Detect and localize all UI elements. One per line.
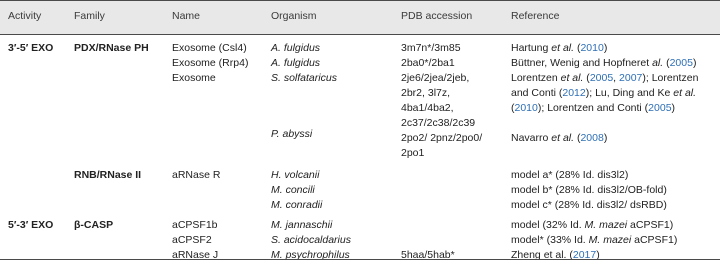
reference-model-b: model b* (28% Id. dis3l2/OB-fold) — [511, 184, 667, 196]
ref-author: Lorentzen — [511, 72, 561, 84]
name-exosome-rrp4: Exosome (Rrp4) — [172, 57, 249, 69]
ref-year-link[interactable]: 2012 — [562, 87, 586, 99]
reference-lorentzen-2005-2007 — [511, 71, 698, 87]
ref-punct: ) — [692, 57, 697, 69]
ref-author: Navarro — [511, 132, 552, 144]
name-arnase-r: aRNase R — [172, 169, 221, 181]
ref-species: M. mazei — [584, 219, 628, 231]
pdb-3m7n: 3m7n*/3m85 — [401, 42, 461, 54]
ref-year-link[interactable]: 2010 — [514, 102, 538, 114]
reference-model-c: model c* (28% Id. dis3l2/ dsRBD) — [511, 199, 667, 211]
pdb-2je6: 2je6/2jea/2jeb, — [401, 72, 470, 84]
ref-author: and Conti ( — [511, 87, 563, 99]
reference-model-a: model a* (28% Id. dis3l2) — [511, 169, 629, 181]
header-reference: Reference — [511, 10, 560, 22]
table-header-band — [0, 0, 720, 34]
ref-author: ); Lorentzen — [642, 72, 699, 84]
reference-lu-2010-lorentzen-2005 — [511, 101, 675, 117]
ref-year-link[interactable]: 2007 — [619, 72, 643, 84]
header-organism: Organism — [271, 10, 317, 22]
pdb-2c37: 2c37/2c38/2c39 — [401, 117, 476, 129]
ref-year-link[interactable]: 2005 — [589, 72, 614, 84]
name-acpsf2: aCPSF2 — [172, 234, 212, 246]
reference-model-33 — [511, 233, 677, 249]
ref-punct: ) — [603, 132, 608, 144]
ref-punct: ( — [574, 132, 581, 144]
family-rnb-rnase-ii: RNB/RNase II — [74, 169, 142, 181]
ref-text: model* (33% Id. — [511, 234, 589, 246]
ref-punct: ) — [603, 42, 608, 54]
ref-punct: ( — [574, 42, 581, 54]
organism-s-solfataricus: S. solfataricus — [271, 72, 337, 84]
organism-m-concili: M. concili — [271, 184, 315, 196]
ref-punct: ) — [671, 102, 676, 114]
ref-species: M. mazei — [588, 234, 632, 246]
top-rule — [0, 0, 720, 1]
ref-etal: al. — [652, 57, 664, 69]
ref-punct: ( — [583, 72, 590, 84]
name-exosome-csl4: Exosome (Csl4) — [172, 42, 247, 54]
organism-h-volcanii: H. volcanii — [271, 169, 320, 181]
name-exosome: Exosome — [172, 72, 216, 84]
pdb-5haa: 5haa/5hab* — [401, 249, 455, 261]
ref-punct: , — [613, 72, 620, 84]
ref-year-link[interactable]: 2008 — [580, 132, 604, 144]
ref-etal: et al. — [673, 87, 697, 99]
organism-a-fulgidus-2: A. fulgidus — [271, 57, 321, 69]
pdb-4ba1: 4ba1/4ba2, — [401, 102, 454, 114]
reference-zheng-2017 — [511, 248, 600, 264]
activity-5-3-exo: 5′-3′ EXO — [8, 219, 54, 231]
ref-text: model (32% Id. — [511, 219, 585, 231]
organism-m-conradii: M. conradii — [271, 199, 323, 211]
ref-year-link[interactable]: 2005 — [648, 102, 672, 114]
ref-author: ); Lu, Ding and Ke — [585, 87, 674, 99]
family-pdx-rnase-ph: PDX/RNase PH — [74, 42, 149, 54]
reference-lorentzen-conti-2012 — [511, 86, 696, 102]
organism-s-acidocaldarius: S. acidocaldarius — [271, 234, 351, 246]
ref-etal: et al. — [551, 42, 575, 54]
pdb-2po2: 2po2/ 2pnz/2po0/ — [401, 132, 483, 144]
ref-year-link[interactable]: 2010 — [580, 42, 604, 54]
organism-p-abyssi: P. abyssi — [271, 128, 313, 140]
ref-author: Zheng et al. ( — [511, 249, 573, 261]
reference-buttner-2005 — [511, 56, 696, 72]
ref-punct: ) — [596, 249, 600, 261]
header-family: Family — [74, 10, 105, 22]
header-rule — [0, 34, 720, 35]
organism-a-fulgidus-1: A. fulgidus — [271, 42, 321, 54]
ref-year-link[interactable]: 2005 — [669, 57, 693, 69]
organism-m-jannaschii: M. jannaschii — [271, 219, 333, 231]
ref-year-link[interactable]: 2017 — [572, 249, 597, 261]
ref-etal: et al. — [560, 72, 584, 84]
reference-model-32 — [511, 218, 673, 234]
ref-author: Hartung — [511, 42, 552, 54]
reference-hartung-2010 — [511, 41, 607, 57]
ref-author: Büttner, Wenig and Hopfneret — [511, 57, 653, 69]
header-pdb-accession: PDB accession — [401, 10, 473, 22]
pdb-2po1: 2po1 — [401, 147, 425, 159]
pdb-2br2: 2br2, 3l7z, — [401, 87, 451, 99]
reference-navarro-2008 — [511, 131, 607, 147]
organism-m-psychrophilus: M. psychrophilus — [271, 249, 350, 261]
pdb-2ba0: 2ba0*/2ba1 — [401, 57, 455, 69]
ref-text: aCPSF1) — [631, 234, 678, 246]
ref-etal: et al. — [551, 132, 575, 144]
name-arnase-j: aRNase J — [172, 249, 219, 261]
name-acpsf1b: aCPSF1b — [172, 219, 218, 231]
activity-3-5-exo: 3′-5′ EXO — [8, 42, 54, 54]
family-beta-casp: β-CASP — [74, 219, 114, 231]
ref-author: ); Lorentzen and Conti ( — [537, 102, 649, 114]
header-name: Name — [172, 10, 201, 22]
header-activity: Activity — [8, 10, 42, 22]
ref-text: aCPSF1) — [627, 219, 674, 231]
ref-punct: ( — [511, 102, 515, 114]
ref-punct: ( — [663, 57, 670, 69]
